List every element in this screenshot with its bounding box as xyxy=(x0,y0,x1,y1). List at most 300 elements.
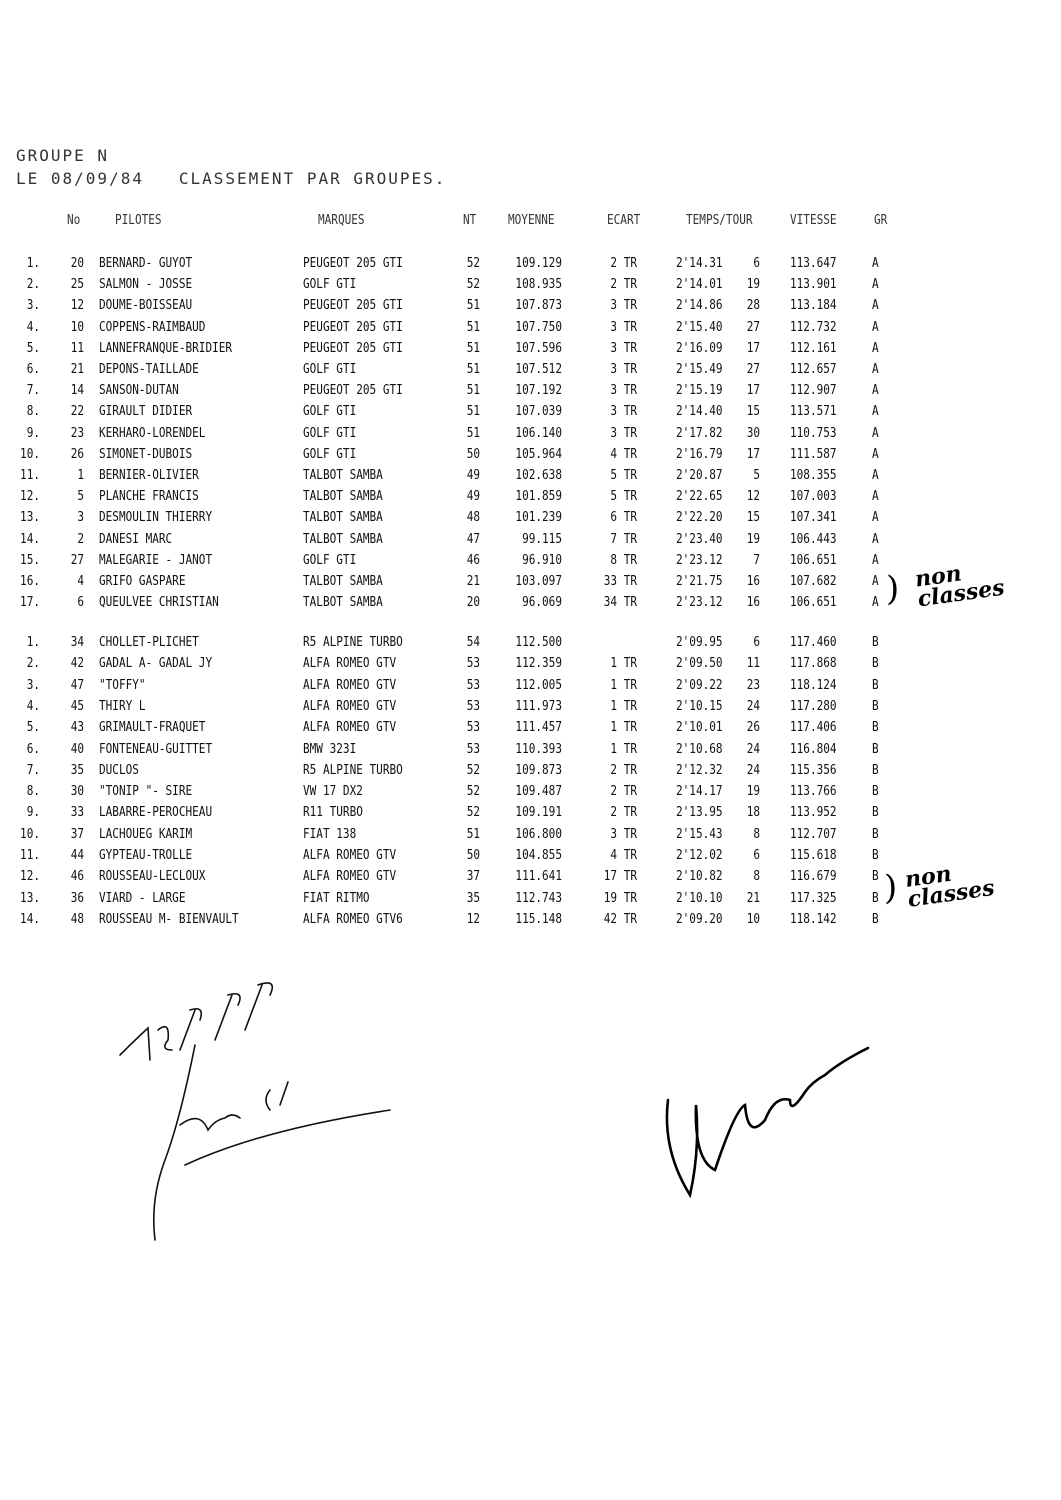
group-b-cell-no: 37 xyxy=(70,826,84,842)
group-a-cell-pilote: BERNIER-OLIVIER xyxy=(99,468,199,483)
group-a-cell-no: 27 xyxy=(70,552,84,568)
group-b-cell-nt: 51 xyxy=(466,826,480,842)
group-a-cell-moy: 107.192 xyxy=(515,383,562,399)
group-a-cell-vit: 108.355 xyxy=(790,468,837,483)
group-a-cell-marque: PEUGEOT 205 GTI xyxy=(303,256,403,271)
group-a-cell-nt: 48 xyxy=(466,510,480,526)
group-b-cell-gr: B xyxy=(872,848,879,863)
group-a-cell-gr: A xyxy=(872,510,879,526)
header-date-title: LE 08/09/84 CLASSEMENT PAR GROUPES. xyxy=(16,169,447,188)
group-a-cell-gr: A xyxy=(872,552,879,568)
group-b-cell-no: 36 xyxy=(70,890,84,906)
group-b-cell-gr: B xyxy=(872,720,879,736)
group-b-cell-nt: 35 xyxy=(466,890,480,906)
group-b-cell-temps: 2'14.17 xyxy=(676,784,723,800)
group-a-cell-gr: A xyxy=(872,531,879,547)
group-a-cell-ecart: 3 TR xyxy=(610,319,637,335)
group-a-cell-gr: A xyxy=(872,404,879,420)
group-a-cell-pos: 15. xyxy=(20,552,40,568)
group-a-cell-temps: 2'14.86 xyxy=(676,298,723,314)
group-b-cell-pilote: VIARD - LARGE xyxy=(99,890,186,906)
group-b-cell-gr: B xyxy=(872,784,879,800)
group-b-cell-gr: B xyxy=(872,911,879,927)
group-a-cell-tour: 27 xyxy=(746,319,760,335)
group-a-cell-gr: A xyxy=(872,298,879,314)
group-a-cell-pos: 16. xyxy=(20,574,40,589)
group-b-cell-tour: 18 xyxy=(746,805,760,821)
group-a-cell-nt: 52 xyxy=(466,256,480,271)
group-a-cell-pos: 7. xyxy=(26,383,40,399)
group-a-cell-vit: 107.341 xyxy=(790,510,837,526)
group-b-cell-gr: B xyxy=(872,805,879,821)
group-b-cell-pos: 13. xyxy=(20,890,40,906)
group-a-cell-no: 2 xyxy=(77,531,84,547)
group-a-cell-moy: 105.964 xyxy=(515,446,562,462)
group-b-cell-moy: 109.487 xyxy=(515,784,562,800)
group-b-cell-ecart: 3 TR xyxy=(610,826,637,842)
group-a-cell-no: 22 xyxy=(70,404,84,420)
group-a-cell-pilote: BERNARD- GUYOT xyxy=(99,256,193,271)
group-a-cell-temps: 2'16.79 xyxy=(676,446,723,462)
col-header-pilotes: PILOTES xyxy=(115,213,162,228)
group-b-cell-vit: 117.325 xyxy=(790,890,837,906)
group-a-cell-ecart: 3 TR xyxy=(610,340,637,356)
group-a-cell-marque: GOLF GTI xyxy=(303,446,357,462)
group-a-cell-gr: A xyxy=(872,319,879,335)
group-b-cell-pos: 14. xyxy=(20,911,40,927)
group-b-cell-nt: 52 xyxy=(466,762,480,778)
group-b-cell-gr: B xyxy=(872,890,879,906)
group-b-cell-pilote: LACHOUEG KARIM xyxy=(99,826,193,842)
group-b-cell-vit: 113.766 xyxy=(790,784,837,800)
group-b-cell-marque: ALFA ROMEO GTV xyxy=(303,656,397,672)
group-a-cell-ecart: 2 TR xyxy=(610,277,637,293)
group-a-cell-temps: 2'21.75 xyxy=(676,574,723,589)
group-a-cell-nt: 46 xyxy=(466,552,480,568)
group-a-cell-tour: 6 xyxy=(753,256,760,271)
group-b-cell-no: 47 xyxy=(70,677,84,693)
group-a-cell-gr: A xyxy=(872,446,879,462)
group-b-cell-moy: 111.641 xyxy=(515,869,562,885)
group-a-cell-tour: 28 xyxy=(746,298,760,314)
group-a-cell-no: 10 xyxy=(70,319,84,335)
group-a-cell-no: 14 xyxy=(70,383,84,399)
group-a-cell-no: 11 xyxy=(70,340,84,356)
group-b-cell-marque: FIAT RITMO xyxy=(303,890,370,906)
group-a-cell-no: 3 xyxy=(77,510,84,526)
group-b-cell-no: 40 xyxy=(70,741,84,757)
group-b-cell-pos: 6. xyxy=(26,741,40,757)
group-a-cell-temps: 2'23.12 xyxy=(676,595,723,611)
group-a-cell-marque: GOLF GTI xyxy=(303,362,357,377)
group-a-cell-vit: 111.587 xyxy=(790,446,837,462)
group-b-cell-tour: 19 xyxy=(746,784,760,800)
group-b-cell-marque: R5 ALPINE TURBO xyxy=(303,635,403,650)
group-a-cell-tour: 16 xyxy=(746,595,760,611)
group-b-cell-temps: 2'09.50 xyxy=(676,656,723,672)
group-a-cell-nt: 20 xyxy=(466,595,480,611)
group-a-cell-pos: 11. xyxy=(20,468,40,483)
group-b-cell-marque: FIAT 138 xyxy=(303,826,357,842)
group-b-cell-vit: 112.707 xyxy=(790,826,837,842)
group-a-cell-pilote: PLANCHE FRANCIS xyxy=(99,489,199,505)
group-b-cell-marque: ALFA ROMEO GTV xyxy=(303,869,397,885)
group-b-cell-marque: ALFA ROMEO GTV xyxy=(303,848,397,863)
group-b-cell-no: 44 xyxy=(70,848,84,863)
group-b-cell-vit: 117.868 xyxy=(790,656,837,672)
group-b-cell-nt: 54 xyxy=(466,635,480,650)
group-a-cell-no: 5 xyxy=(77,489,84,505)
group-b-cell-no: 46 xyxy=(70,869,84,885)
group-a-cell-gr: A xyxy=(872,277,879,293)
group-b-cell-temps: 2'10.82 xyxy=(676,869,723,885)
group-b-cell-moy: 106.800 xyxy=(515,826,562,842)
group-b-cell-pos: 9. xyxy=(26,805,40,821)
group-a-cell-gr: A xyxy=(872,256,879,271)
group-a-cell-tour: 15 xyxy=(746,404,760,420)
group-a-cell-vit: 110.753 xyxy=(790,425,837,441)
group-a-cell-tour: 17 xyxy=(746,383,760,399)
group-b-cell-moy: 112.359 xyxy=(515,656,562,672)
group-a-cell-tour: 15 xyxy=(746,510,760,526)
group-a-cell-nt: 51 xyxy=(466,340,480,356)
group-a-cell-nt: 47 xyxy=(466,531,480,547)
group-a-cell-marque: GOLF GTI xyxy=(303,552,357,568)
group-b-cell-vit: 116.679 xyxy=(790,869,837,885)
col-header-temps: TEMPS/TOUR xyxy=(686,213,753,228)
group-a-cell-ecart: 5 TR xyxy=(610,468,637,483)
group-a-cell-temps: 2'15.40 xyxy=(676,319,723,335)
col-header-marques: MARQUES xyxy=(318,213,365,228)
group-a-cell-vit: 113.571 xyxy=(790,404,837,420)
group-a-cell-gr: A xyxy=(872,425,879,441)
group-a-cell-pilote: SANSON-DUTAN xyxy=(99,383,179,399)
group-a-cell-ecart: 3 TR xyxy=(610,404,637,420)
group-b-cell-marque: VW 17 DX2 xyxy=(303,784,363,800)
group-a-cell-moy: 107.512 xyxy=(515,362,562,377)
group-a-cell-nt: 51 xyxy=(466,298,480,314)
group-b-cell-pilote: FONTENEAU-GUITTET xyxy=(99,741,213,757)
group-b-cell-no: 43 xyxy=(70,720,84,736)
group-a-cell-pos: 10. xyxy=(20,446,40,462)
group-a-cell-tour: 19 xyxy=(746,531,760,547)
group-a-cell-nt: 21 xyxy=(466,574,480,589)
group-b-cell-ecart: 19 TR xyxy=(603,890,637,906)
group-b-cell-vit: 117.460 xyxy=(790,635,837,650)
group-b-cell-temps: 2'10.68 xyxy=(676,741,723,757)
group-a-cell-temps: 2'14.01 xyxy=(676,277,723,293)
group-a-cell-temps: 2'14.31 xyxy=(676,256,723,271)
group-b-cell-temps: 2'10.01 xyxy=(676,720,723,736)
group-b-cell-ecart: 1 TR xyxy=(610,656,637,672)
group-b-cell-tour: 6 xyxy=(753,635,760,650)
group-b-cell-pilote: GADAL A- GADAL JY xyxy=(99,656,213,672)
group-a-cell-temps: 2'14.40 xyxy=(676,404,723,420)
group-a-cell-no: 6 xyxy=(77,595,84,611)
group-b-cell-ecart: 17 TR xyxy=(603,869,637,885)
group-a-cell-tour: 17 xyxy=(746,340,760,356)
group-b-cell-pos: 4. xyxy=(26,698,40,714)
group-a-cell-marque: GOLF GTI xyxy=(303,425,357,441)
group-b-cell-pilote: "TOFFY" xyxy=(99,677,146,693)
group-a-cell-pos: 12. xyxy=(20,489,40,505)
group-b-cell-temps: 2'09.20 xyxy=(676,911,723,927)
group-a-cell-tour: 5 xyxy=(753,468,760,483)
group-b-cell-moy: 112.005 xyxy=(515,677,562,693)
group-b-cell-ecart: 1 TR xyxy=(610,741,637,757)
group-a-cell-gr: A xyxy=(872,383,879,399)
col-header-ecart: ECART xyxy=(607,213,641,228)
group-b-cell-tour: 10 xyxy=(746,911,760,927)
group-a-cell-nt: 50 xyxy=(466,446,480,462)
group-a-cell-vit: 112.732 xyxy=(790,319,837,335)
group-b-cell-ecart: 1 TR xyxy=(610,698,637,714)
col-header-vitesse: VITESSE xyxy=(790,213,837,228)
group-a-cell-pilote: SIMONET-DUBOIS xyxy=(99,446,193,462)
group-a-cell-gr: A xyxy=(872,340,879,356)
group-a-cell-nt: 51 xyxy=(466,425,480,441)
group-b-cell-temps: 2'10.15 xyxy=(676,698,723,714)
group-a-cell-ecart: 3 TR xyxy=(610,425,637,441)
group-b-cell-pilote: ROUSSEAU M- BIENVAULT xyxy=(99,911,239,927)
group-b-cell-vit: 118.124 xyxy=(790,677,837,693)
group-a-cell-ecart: 3 TR xyxy=(610,362,637,377)
group-b-cell-tour: 24 xyxy=(746,741,760,757)
group-a-cell-moy: 102.638 xyxy=(515,468,562,483)
group-a-cell-pilote: MALEGARIE - JANOT xyxy=(99,552,213,568)
col-header-nt: NT xyxy=(463,213,477,228)
group-b-cell-moy: 111.973 xyxy=(515,698,562,714)
group-b-cell-tour: 8 xyxy=(753,869,760,885)
group-a-cell-moy: 101.239 xyxy=(515,510,562,526)
group-b-cell-tour: 8 xyxy=(753,826,760,842)
col-header-no: No xyxy=(67,213,81,228)
group-b-cell-gr: B xyxy=(872,762,879,778)
group-a-cell-marque: TALBOT SAMBA xyxy=(303,531,383,547)
group-b-cell-pos: 5. xyxy=(26,720,40,736)
group-b-cell-moy: 115.148 xyxy=(515,911,562,927)
group-a-cell-temps: 2'22.20 xyxy=(676,510,723,526)
note-non-classes-b: non classes xyxy=(903,860,997,913)
group-b-cell-temps: 2'10.10 xyxy=(676,890,723,906)
group-b-cell-marque: R5 ALPINE TURBO xyxy=(303,762,403,778)
group-b-cell-pos: 2. xyxy=(26,656,40,672)
group-b-cell-pos: 1. xyxy=(26,635,40,650)
group-b-cell-moy: 110.393 xyxy=(515,741,562,757)
group-b-cell-pos: 11. xyxy=(20,848,40,863)
group-a-cell-gr: A xyxy=(872,574,879,589)
group-a-cell-marque: GOLF GTI xyxy=(303,277,357,293)
group-b-cell-pilote: GRIMAULT-FRAQUET xyxy=(99,720,206,736)
group-a-cell-temps: 2'15.19 xyxy=(676,383,723,399)
group-a-cell-pos: 9. xyxy=(26,425,40,441)
group-b-cell-no: 30 xyxy=(70,784,84,800)
group-b-cell-pilote: THIRY L xyxy=(99,698,146,714)
group-b-cell-marque: ALFA ROMEO GTV6 xyxy=(303,911,403,927)
group-a-cell-pos: 5. xyxy=(26,340,40,356)
note-non-classes-a: non classes xyxy=(913,560,1007,613)
group-b-cell-no: 42 xyxy=(70,656,84,672)
group-a-cell-vit: 112.161 xyxy=(790,340,837,356)
group-a-cell-pos: 13. xyxy=(20,510,40,526)
group-a-cell-moy: 107.039 xyxy=(515,404,562,420)
group-b-cell-ecart: 1 TR xyxy=(610,720,637,736)
group-b-cell-moy: 104.855 xyxy=(515,848,562,863)
group-a-cell-pos: 6. xyxy=(26,362,40,377)
group-a-cell-pos: 4. xyxy=(26,319,40,335)
group-a-cell-no: 1 xyxy=(77,468,84,483)
group-b-cell-nt: 53 xyxy=(466,677,480,693)
group-a-cell-moy: 107.750 xyxy=(515,319,562,335)
group-a-cell-tour: 7 xyxy=(753,552,760,568)
right-signature xyxy=(667,1048,868,1195)
group-b-cell-vit: 113.952 xyxy=(790,805,837,821)
group-a-cell-marque: PEUGEOT 205 GTI xyxy=(303,319,403,335)
group-a-cell-moy: 106.140 xyxy=(515,425,562,441)
group-a-cell-vit: 113.901 xyxy=(790,277,837,293)
group-a-cell-ecart: 8 TR xyxy=(610,552,637,568)
group-b-cell-nt: 12 xyxy=(466,911,480,927)
group-a-cell-moy: 99.115 xyxy=(522,531,562,547)
group-b-cell-ecart: 4 TR xyxy=(610,848,637,863)
group-a-cell-marque: PEUGEOT 205 GTI xyxy=(303,383,403,399)
group-b-cell-temps: 2'12.32 xyxy=(676,762,723,778)
group-a-cell-vit: 112.907 xyxy=(790,383,837,399)
group-a-cell-temps: 2'16.09 xyxy=(676,340,723,356)
group-b-cell-tour: 24 xyxy=(746,698,760,714)
group-b-cell-nt: 53 xyxy=(466,720,480,736)
group-b-cell-pos: 8. xyxy=(26,784,40,800)
group-b-cell-no: 45 xyxy=(70,698,84,714)
group-a-cell-nt: 51 xyxy=(466,383,480,399)
group-a-cell-moy: 107.873 xyxy=(515,298,562,314)
group-a-cell-pilote: COPPENS-RAIMBAUD xyxy=(99,319,206,335)
group-b-cell-temps: 2'09.22 xyxy=(676,677,723,693)
group-a-cell-pos: 2. xyxy=(26,277,40,293)
header-group: GROUPE N xyxy=(16,146,110,165)
group-b-cell-no: 35 xyxy=(70,762,84,778)
group-b-cell-vit: 115.356 xyxy=(790,762,837,778)
group-b-cell-marque: R11 TURBO xyxy=(303,805,363,821)
group-b-cell-vit: 117.280 xyxy=(790,698,837,714)
group-a-cell-temps: 2'22.65 xyxy=(676,489,723,505)
group-a-cell-no: 20 xyxy=(70,256,84,271)
group-b-cell-gr: B xyxy=(872,677,879,693)
group-b-cell-tour: 24 xyxy=(746,762,760,778)
group-b-cell-marque: ALFA ROMEO GTV xyxy=(303,720,397,736)
group-a-cell-moy: 108.935 xyxy=(515,277,562,293)
group-a-cell-pos: 3. xyxy=(26,298,40,314)
group-a-cell-temps: 2'17.82 xyxy=(676,425,723,441)
group-a-cell-pos: 14. xyxy=(20,531,40,547)
group-a-cell-marque: GOLF GTI xyxy=(303,404,357,420)
group-b-cell-moy: 112.743 xyxy=(515,890,562,906)
group-a-cell-no: 23 xyxy=(70,425,84,441)
group-a-cell-pilote: KERHARO-LORENDEL xyxy=(99,425,206,441)
group-b-cell-nt: 37 xyxy=(466,869,480,885)
group-b-cell-nt: 50 xyxy=(466,848,480,863)
group-a-cell-temps: 2'23.40 xyxy=(676,531,723,547)
group-b-cell-no: 48 xyxy=(70,911,84,927)
group-a-cell-moy: 96.069 xyxy=(522,595,562,611)
group-a-cell-temps: 2'23.12 xyxy=(676,552,723,568)
group-a-cell-tour: 27 xyxy=(746,362,760,377)
group-a-cell-marque: TALBOT SAMBA xyxy=(303,510,383,526)
group-a-cell-vit: 106.443 xyxy=(790,531,837,547)
group-b-cell-ecart: 42 TR xyxy=(603,911,637,927)
group-a-cell-nt: 49 xyxy=(466,489,480,505)
group-b-cell-tour: 11 xyxy=(746,656,760,672)
group-a-cell-pilote: DESMOULIN THIERRY xyxy=(99,510,213,526)
group-a-cell-marque: TALBOT SAMBA xyxy=(303,468,383,483)
group-a-cell-ecart: 5 TR xyxy=(610,489,637,505)
group-a-cell-moy: 107.596 xyxy=(515,340,562,356)
group-b-cell-nt: 53 xyxy=(466,698,480,714)
group-a-cell-no: 26 xyxy=(70,446,84,462)
group-b-cell-tour: 26 xyxy=(746,720,760,736)
group-b-cell-ecart: 2 TR xyxy=(610,805,637,821)
group-b-cell-tour: 21 xyxy=(746,890,760,906)
group-b-cell-no: 33 xyxy=(70,805,84,821)
group-b-cell-ecart: 1 TR xyxy=(610,677,637,693)
group-a-cell-pilote: SALMON - JOSSE xyxy=(99,277,193,293)
group-a-cell-vit: 113.647 xyxy=(790,256,837,271)
group-b-cell-marque: ALFA ROMEO GTV xyxy=(303,677,397,693)
group-a-cell-marque: PEUGEOT 205 GTI xyxy=(303,340,403,356)
group-b-cell-gr: B xyxy=(872,826,879,842)
group-a-cell-pilote: DANESI MARC xyxy=(99,531,173,547)
group-a-cell-vit: 113.184 xyxy=(790,298,837,314)
group-b-cell-pilote: GYPTEAU-TROLLE xyxy=(99,848,193,863)
group-a-cell-marque: TALBOT SAMBA xyxy=(303,574,383,589)
group-a-cell-ecart: 7 TR xyxy=(610,531,637,547)
brace-group-a: ) xyxy=(886,569,900,609)
group-a-cell-tour: 19 xyxy=(746,277,760,293)
col-header-moyenne: MOYENNE xyxy=(508,213,555,228)
group-a-cell-temps: 2'20.87 xyxy=(676,468,723,483)
group-b-cell-nt: 52 xyxy=(466,805,480,821)
group-a-cell-pos: 17. xyxy=(20,595,40,611)
group-b-cell-moy: 112.500 xyxy=(515,635,562,650)
group-a-cell-pilote: GRIFO GASPARE xyxy=(99,574,186,589)
group-a-cell-temps: 2'15.49 xyxy=(676,362,723,377)
brace-group-b: ) xyxy=(884,868,898,908)
group-a-cell-pilote: DOUME-BOISSEAU xyxy=(99,298,193,314)
group-a-cell-vit: 112.657 xyxy=(790,362,837,377)
group-a-cell-nt: 51 xyxy=(466,404,480,420)
group-a-cell-vit: 106.651 xyxy=(790,552,837,568)
group-a-cell-pos: 1. xyxy=(26,256,40,271)
group-a-cell-moy: 103.097 xyxy=(515,574,562,589)
group-a-cell-pilote: GIRAULT DIDIER xyxy=(99,404,193,420)
group-b-cell-temps: 2'09.95 xyxy=(676,635,723,650)
group-a-cell-gr: A xyxy=(872,362,879,377)
group-b-cell-gr: B xyxy=(872,869,879,885)
group-a-cell-marque: TALBOT SAMBA xyxy=(303,595,383,611)
group-b-cell-nt: 53 xyxy=(466,741,480,757)
group-b-cell-no: 34 xyxy=(70,635,84,650)
group-a-cell-ecart: 6 TR xyxy=(610,510,637,526)
group-b-cell-ecart: 2 TR xyxy=(610,762,637,778)
group-a-cell-ecart: 2 TR xyxy=(610,256,637,271)
group-a-cell-no: 4 xyxy=(77,574,84,589)
group-b-cell-temps: 2'15.43 xyxy=(676,826,723,842)
group-b-cell-nt: 53 xyxy=(466,656,480,672)
group-a-cell-vit: 106.651 xyxy=(790,595,837,611)
group-b-cell-pos: 12. xyxy=(20,869,40,885)
group-a-cell-marque: PEUGEOT 205 GTI xyxy=(303,298,403,314)
group-b-cell-vit: 118.142 xyxy=(790,911,837,927)
